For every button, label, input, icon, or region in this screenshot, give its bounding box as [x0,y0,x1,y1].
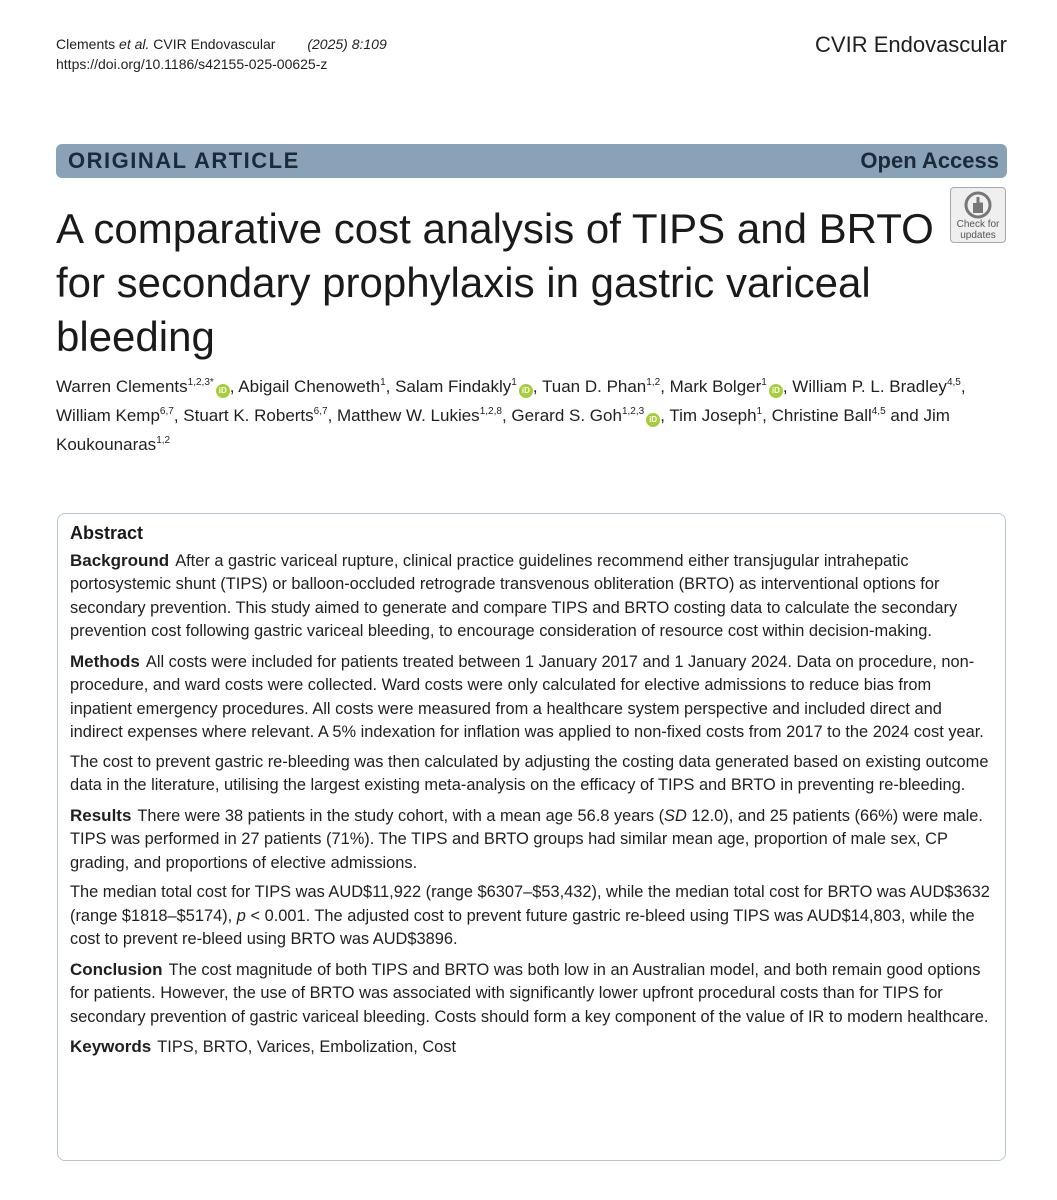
article-title: A comparative cost analysis of TIPS and BRTO for secondary prophylaxis in gastric variceal bleeding [56,205,934,360]
author-separator: and [885,406,924,425]
citation-authors: Clements [56,36,120,52]
orcid-icon[interactable]: iD [646,413,660,427]
author-separator: , [385,377,396,396]
author-affiliation: 1,2,8 [479,406,502,417]
author-separator: , [660,406,670,425]
author-name: Mark Bolger [669,377,762,396]
orcid-icon[interactable]: iD [216,384,230,398]
author[interactable] [670,377,783,396]
author-separator: , [229,377,239,396]
author-name: Warren Clements [56,377,188,396]
author-affiliation: 1 [511,377,517,388]
check-updates-line2: updates [960,230,996,241]
author-separator: , [660,377,670,396]
author-affiliation: 4,5 [946,377,961,388]
methods-text: All costs were included for patients treated between 1 January 2017 and 1 January 2024. Data on procedure, non-procedure, and ward costs were collected. Ward costs were only calculated for elective admissions to reduce bias from inpatient emergency procedures. All costs were measured from a healthcare system perspective and included direct and indirect expenses where relevant. A 5% indexation for inflation was applied to non-fixed costs from 2017 to the 2024 cost year. [70,652,984,741]
article-type-banner [56,144,1007,178]
author-affiliation: 4,5 [871,406,886,417]
author-affiliation: 6,7 [159,406,174,417]
citation-journal: CVIR Endovascular [149,36,276,52]
abstract-methods [70,650,993,745]
author-separator: , [501,406,512,425]
author-name: Matthew W. Lukies [337,406,480,425]
author[interactable] [792,377,961,396]
author-name: Gerard S. Goh [511,406,622,425]
keywords-text: TIPS, BRTO, Varices, Embolization, Cost [157,1038,457,1056]
author[interactable] [56,406,174,425]
abstract-background [70,549,993,644]
check-updates-icon [964,191,992,219]
open-access-label: Open Access [860,148,999,173]
methods-label: Methods [70,651,140,671]
author-affiliation: 1,2,3 [621,406,645,417]
author-separator: , [327,406,338,425]
author[interactable] [238,377,385,396]
results-p: p [236,906,246,925]
citation-etal: et al. [119,36,150,52]
background-label: Background [70,550,170,570]
author-list [56,372,976,459]
abstract-keywords [70,1035,993,1060]
author[interactable] [511,406,660,425]
keywords-label: Keywords [70,1037,152,1056]
author[interactable] [183,406,327,425]
author-separator: , [173,406,184,425]
methods-text-2: The cost to prevent gastric re-bleeding was then calculated by adjusting the costing data generated based on existing outcome data in the literature, utilising the largest existing meta-analysis on the efficacy of TIPS and BRTO in preventing re-bleeding. [70,752,989,794]
check-updates-line1: Check for [956,219,1000,230]
abstract-results [70,804,993,876]
results-text2-a: The median total cost for TIPS was AUD$11,922 (range $6307–$53,432), while the median total cost for BRTO was AUD$3632 (range $1818–$5174), [70,883,990,925]
author-separator: , [762,406,772,425]
author-affiliation: 1 [761,377,767,388]
article-type-label: ORIGINAL ARTICLE [68,148,300,173]
results-text2-b: < 0.001. The adjusted cost to prevent future gastric re-bleed using TIPS was AUD$14,803, while the cost to prevent re-bleed using BRTO was AUD$3896. [70,906,975,948]
abstract-conclusion [70,958,993,1030]
author-separator: , [782,377,793,396]
conclusion-label: Conclusion [70,959,163,979]
results-label: Results [70,805,132,825]
check-for-updates-button[interactable] [950,187,1006,243]
author-name: Salam Findakly [395,377,512,396]
author-name: Abigail Chenoweth [238,377,381,396]
abstract-heading: Abstract [70,523,144,543]
citation-year: (2025) 8:109 [307,36,387,52]
author-affiliation: 1,2,3* [187,377,214,388]
author[interactable] [542,377,660,396]
author-affiliation: 1 [380,377,386,388]
orcid-icon[interactable]: iD [519,384,533,398]
conclusion-text: The cost magnitude of both TIPS and BRTO was both low in an Australian model, and both remain good options for patients. However, the use of BRTO was associated with significantly lower upfront procedural costs than for TIPS for secondary prevention of gastric variceal bleeding. Costs should form a key component of the value of IR to modern healthcare. [70,960,989,1026]
journal-name: CVIR Endovascular [815,32,1007,57]
journal-citation [56,34,387,54]
author-affiliation: 1,2 [156,435,171,446]
author[interactable] [56,377,230,396]
results-text-b: 12.0), and 25 patients (66%) were male. TIPS was performed in 27 patients (71%). The TIPS and BRTO groups had similar mean age, proportion of male sex, CP grading, and proportions of elective admissions. [70,806,983,872]
citation-header [56,34,387,74]
results-sd: SD [664,806,687,825]
author-name: William Kemp [56,406,160,425]
author-name: Tuan D. Phan [542,377,647,396]
abstract-results-2 [70,881,993,952]
author-name: Tim Joseph [669,406,757,425]
author[interactable] [772,406,886,425]
author-affiliation: 1 [756,406,763,417]
author-name: William P. L. Bradley [792,377,947,396]
orcid-icon[interactable]: iD [769,384,783,398]
doi-link[interactable]: https://doi.org/10.1186/s42155-025-00625-z [56,56,328,72]
author-affiliation: 1,2 [646,377,661,388]
author-separator: , [532,377,542,396]
results-text-a: There were 38 patients in the study cohort, with a mean age 56.8 years ( [137,806,665,825]
author-separator: , [960,377,966,396]
author-name: Jim Koukounaras [56,406,950,454]
author-affiliation: 6,7 [313,406,328,417]
author-name: Christine Ball [771,406,872,425]
abstract-box [57,513,1006,1161]
background-text: After a gastric variceal rupture, clinical practice guidelines recommend either transjugular intrahepatic portosystemic shunt (TIPS) or balloon-occluded retrograde transvenous obliteration (BRTO) as interventional options for secondary prevention. This study aimed to generate and compare TIPS and BRTO costing data to calculate the secondary prevention cost following gastric variceal bleeding, to encourage consideration of resource cost within decision-making. [70,551,958,640]
author[interactable] [395,377,533,396]
abstract-methods-2 [70,751,993,798]
author[interactable] [337,406,502,425]
author-name: Stuart K. Roberts [183,406,314,425]
author[interactable] [669,406,762,425]
